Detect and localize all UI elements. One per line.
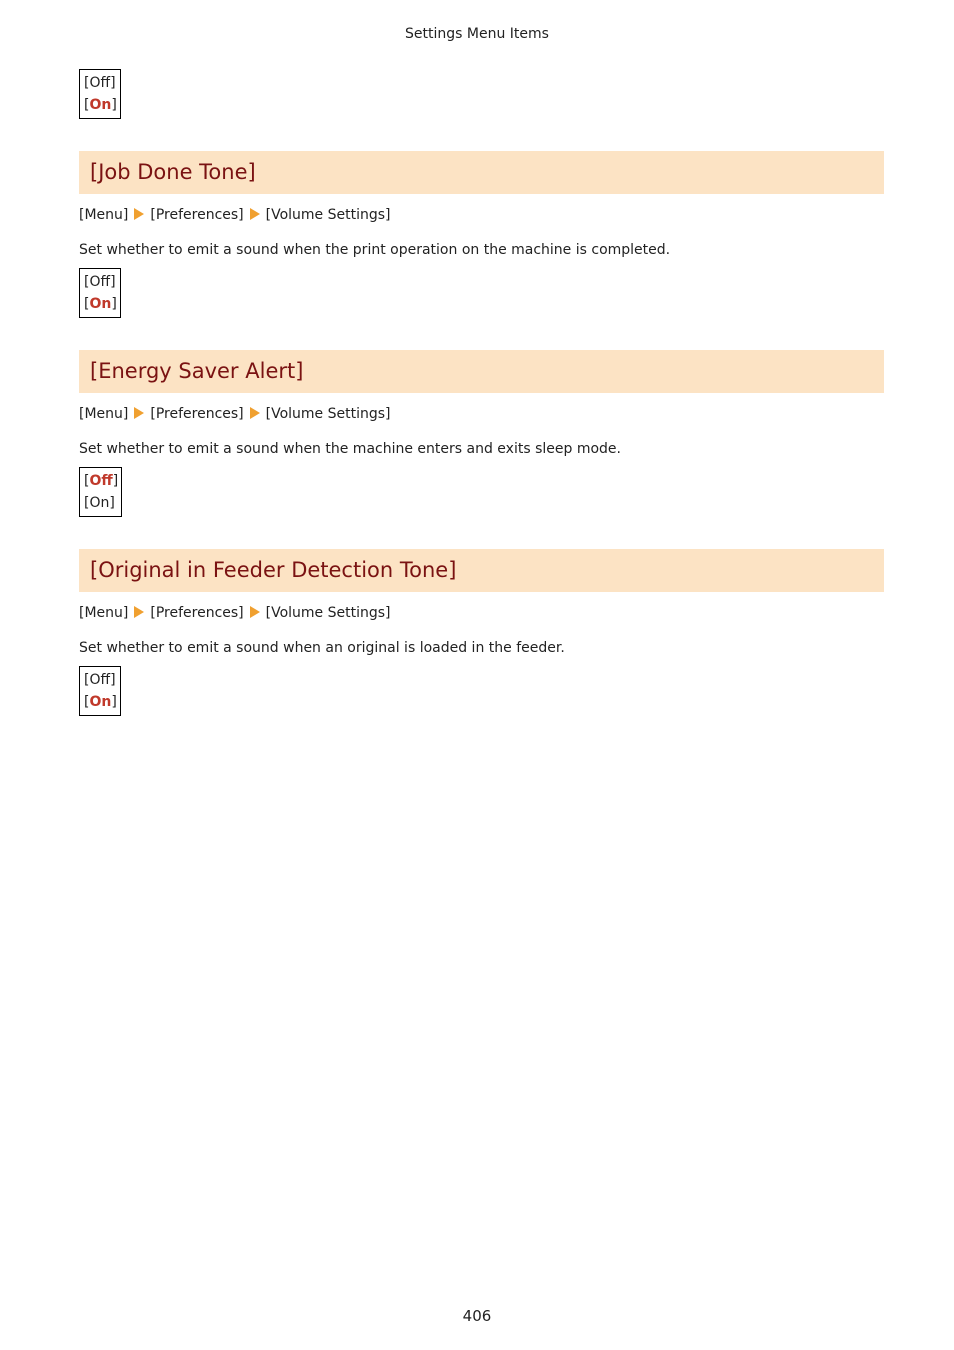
breadcrumb-item: [Volume Settings] (265, 605, 391, 621)
section-title: [Job Done Tone] (79, 151, 884, 194)
breadcrumb-item: [Volume Settings] (265, 406, 391, 422)
option-off: [Off] (84, 672, 116, 688)
option-list (79, 666, 121, 716)
triangle-right-icon (250, 606, 260, 618)
option-off: [Off] (84, 274, 116, 290)
section-description: Set whether to emit a sound when the print operation on the machine is completed. (79, 242, 671, 258)
triangle-right-icon (250, 208, 260, 220)
breadcrumb-item: [Menu] (79, 406, 129, 422)
option-off: [Off] (84, 473, 119, 489)
option-on: [On] (84, 295, 117, 312)
section-original-in-feeder-detection-tone (79, 549, 884, 716)
section-description: Set whether to emit a sound when the machine enters and exits sleep mode. (79, 441, 621, 457)
option-value: Off (89, 274, 111, 290)
page-number: 406 (462, 1307, 492, 1325)
option-list (79, 467, 122, 517)
option-value: On (89, 693, 112, 710)
option-on: [On] (84, 693, 117, 710)
section-description: Set whether to emit a sound when an original is loaded in the feeder. (79, 640, 565, 656)
option-value: On (89, 295, 112, 312)
section-job-done-tone (79, 151, 884, 318)
option-list (79, 268, 121, 318)
breadcrumb (79, 205, 884, 225)
triangle-right-icon (134, 208, 144, 220)
option-on: [On] (84, 494, 115, 511)
breadcrumb-item: [Preferences] (150, 207, 244, 223)
breadcrumb-item: [Preferences] (150, 406, 244, 422)
breadcrumb-item: [Menu] (79, 207, 129, 223)
breadcrumb (79, 603, 884, 623)
breadcrumb (79, 404, 884, 424)
breadcrumb-item: [Preferences] (150, 605, 244, 621)
option-value: Off (89, 75, 111, 91)
triangle-right-icon (134, 407, 144, 419)
breadcrumb-item: [Volume Settings] (265, 207, 391, 223)
section-title: [Original in Feeder Detection Tone] (79, 549, 884, 592)
triangle-right-icon (134, 606, 144, 618)
running-header: Settings Menu Items (405, 26, 549, 42)
option-value: On (89, 494, 110, 511)
section-title: [Energy Saver Alert] (79, 350, 884, 393)
option-on: [On] (84, 96, 117, 113)
page-content (79, 69, 884, 716)
section-energy-saver-alert (79, 350, 884, 517)
breadcrumb-item: [Menu] (79, 605, 129, 621)
option-value: Off (89, 672, 111, 688)
triangle-right-icon (250, 407, 260, 419)
option-value: Off (89, 473, 113, 489)
option-list-top (79, 69, 121, 119)
option-value: On (89, 96, 112, 113)
option-off: [Off] (84, 75, 116, 91)
